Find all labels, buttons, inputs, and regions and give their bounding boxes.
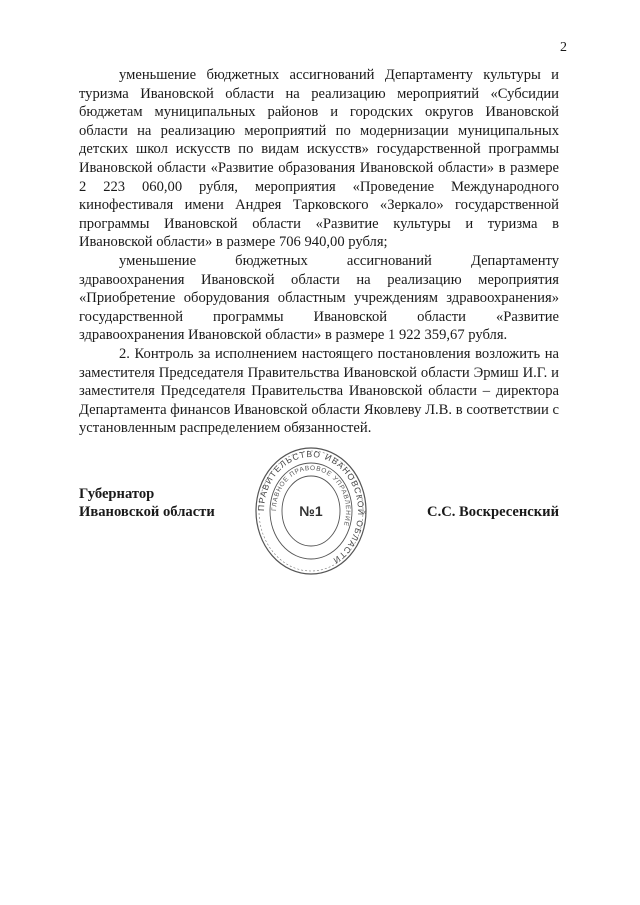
paragraph: уменьшение бюджетных ассигнований Департаменту культуры и туризма Ивановской области на реализацию мероприятий «Субсидии бюджетам муниципальных районов и городских округов Ивановской области на реализацию мероприятий по модернизации муниципальных детских школ искусств по видам искусств» государственной программы Ивановской области «Развитие образования Ивановской области» в размере 2 223 060,00 рубля, мероприятия «Проведение Международного кинофестиваля имени Андрея Тарковского «Зеркало» государственной программы Ивановской области «Развитие культуры и туризма в Ивановской области» в размере 706 940,00 рубля; xyxy=(79,67,559,251)
page-number: 2 xyxy=(560,40,567,55)
seal-outer-text: ПРАВИТЕЛЬСТВО ИВАНОВСКОЙ ОБЛАСТИ xyxy=(255,448,367,567)
paragraph: 2. Контроль за исполнением настоящего постановления возложить на заместителя Председателя Правительства Ивановской области Эрмиш И.Г. и заместителя Председателя Правительства Ивановской области – директора Департамента финансов Ивановской области Яковлеву Л.В. в соответствии с установленным распределением обязанностей. xyxy=(79,345,559,437)
signatory-name: С.С. Воскресенский xyxy=(427,504,559,520)
seal-number: №1 xyxy=(299,503,323,519)
seal-stamp-icon xyxy=(255,446,367,576)
signatory-title-line: Ивановской области xyxy=(79,504,215,520)
signatory-title-line: Губернатор xyxy=(79,486,155,502)
official-seal xyxy=(255,446,367,576)
document-body xyxy=(79,66,559,438)
seal-inner-text: ГЛАВНОЕ ПРАВОВОЕ УПРАВЛЕНИЕ xyxy=(270,464,352,528)
paragraph: уменьшение бюджетных ассигнований Департаменту здравоохранения Ивановской области на реализацию мероприятия «Приобретение оборудования областным учреждениям здравоохранения» государственной программы Ивановской области «Развитие здравоохранения Ивановской области» в размере 1 922 359,67 рубля. xyxy=(79,252,559,344)
signatory-title xyxy=(79,485,215,521)
